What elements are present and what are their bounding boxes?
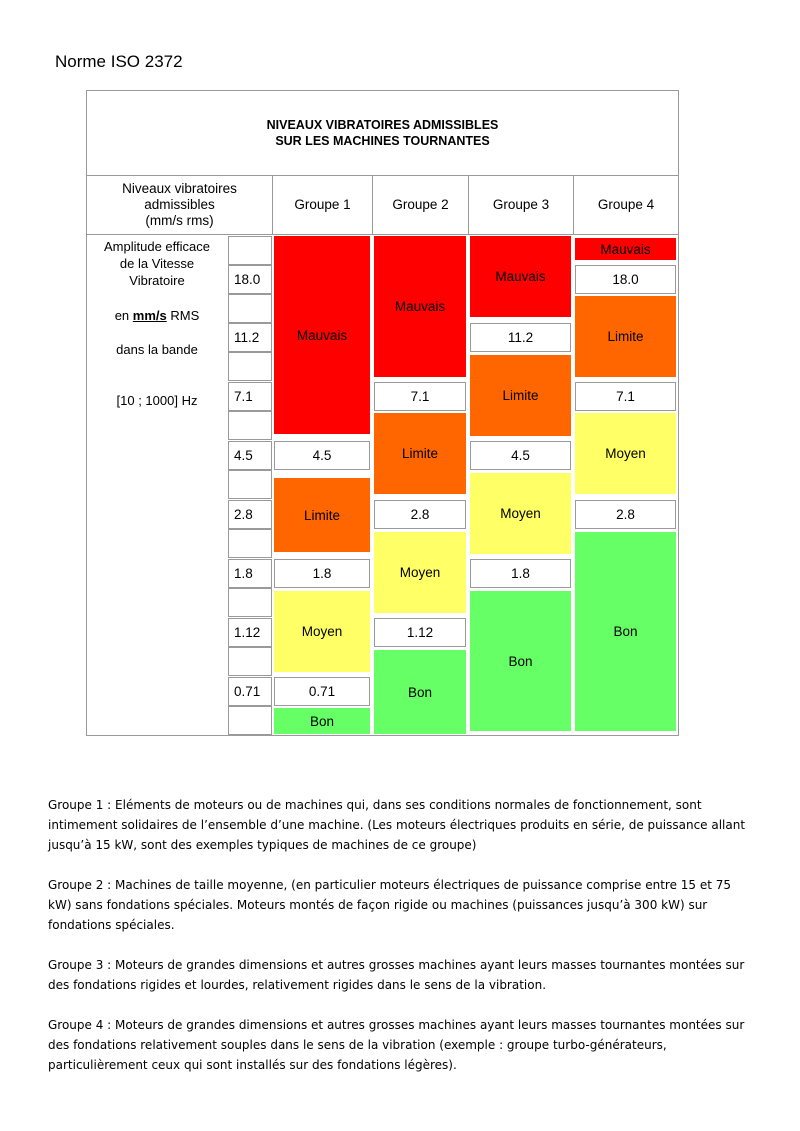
tick-1-8: 1.8	[228, 559, 272, 588]
header-levels	[87, 175, 272, 235]
g3-bon-zone: Bon	[470, 591, 571, 731]
g3-threshold-1-8: 1.8	[470, 559, 571, 588]
g2-moyen-zone: Moyen	[374, 532, 466, 613]
g2-threshold-2-8: 2.8	[374, 500, 466, 529]
group-4-description: Groupe 4 : Moteurs de grandes dimensions et autres grosses machines ayant leurs masses tournantes montées sur des fondations relativement souples dans le sens de la vibration (exemple : groupe turbo-générateurs, particulièrement ceux qui sont installés sur des fondations légères).	[48, 1018, 745, 1072]
g4-threshold-18-0: 18.0	[575, 265, 676, 294]
group-3-description: Groupe 3 : Moteurs de grandes dimensions et autres grosses machines ayant leurs masses tournantes montées sur des fondations rigides et lourdes, relativement rigides dans le sens de la vibration.	[48, 958, 745, 992]
header-group-2: Groupe 2	[372, 175, 468, 235]
side-range: [10 ; 1000] Hz	[116, 393, 198, 408]
side-line-3: Vibratoire	[129, 273, 185, 288]
tick-18-0: 18.0	[228, 265, 272, 294]
side-unit: mm/s	[132, 308, 167, 323]
g4-limite-zone: Limite	[575, 296, 676, 377]
page-title: Norme ISO 2372	[55, 52, 183, 71]
header-group-3: Groupe 3	[468, 175, 573, 235]
row-description	[88, 238, 226, 409]
tick-spacer	[228, 411, 272, 440]
tick-spacer	[228, 470, 272, 499]
table-title	[87, 91, 678, 176]
group-2-description: Groupe 2 : Machines de taille moyenne, (en particulier moteurs électriques de puissance comprise entre 15 et 75 kW) sans fondations spéciales. Moteurs montés de façon rigide ou machines (puissances jusqu’à 300 kW) sur fondations spéciales.	[48, 878, 732, 932]
g1-bon-zone: Bon	[274, 708, 370, 734]
g3-mauvais-zone: Mauvais	[470, 236, 571, 317]
g1-threshold-1-8: 1.8	[274, 559, 370, 588]
side-line-1: Amplitude efficace	[104, 239, 210, 254]
group-1-description: Groupe 1 : Eléments de moteurs ou de machines qui, dans ses conditions normales de fonctionnement, sont intimement solidaires de l’ensemble d’une machine. (Les moteurs électriques produits en série, de puissance allant jusqu’à 15 kW, sont des exemples typiques de machines de ce groupe)	[48, 798, 746, 852]
g2-mauvais-zone: Mauvais	[374, 236, 466, 377]
g1-moyen-zone: Moyen	[274, 591, 370, 672]
header-levels-line-1: Niveaux vibratoires	[122, 180, 237, 196]
header-group-4: Groupe 4	[573, 175, 678, 235]
side-unit-prefix: en	[114, 308, 130, 323]
g2-threshold-1-12: 1.12	[374, 618, 466, 647]
g4-threshold-2-8: 2.8	[575, 500, 676, 529]
tick-spacer	[228, 647, 272, 676]
side-unit-line	[88, 307, 226, 324]
tick-1-12: 1.12	[228, 618, 272, 647]
g3-threshold-4-5: 4.5	[470, 441, 571, 470]
g3-threshold-11-2: 11.2	[470, 323, 571, 352]
g3-moyen-zone: Moyen	[470, 473, 571, 554]
g1-threshold-0-71: 0.71	[274, 677, 370, 706]
g1-limite-zone: Limite	[274, 478, 370, 552]
side-unit-suffix: RMS	[170, 308, 200, 323]
header-group-1: Groupe 1	[272, 175, 372, 235]
side-band: dans la bande	[116, 342, 198, 357]
g2-limite-zone: Limite	[374, 413, 466, 494]
group-descriptions	[48, 795, 758, 1095]
tick-4-5: 4.5	[228, 441, 272, 470]
tick-spacer	[228, 294, 272, 323]
tick-0-71: 0.71	[228, 677, 272, 706]
tick-7-1: 7.1	[228, 382, 272, 411]
g4-threshold-7-1: 7.1	[575, 382, 676, 411]
table-title-line-1: NIVEAUX VIBRATOIRES ADMISSIBLES	[266, 118, 499, 132]
tick-spacer	[228, 352, 272, 381]
tick-spacer	[228, 588, 272, 617]
tick-11-2: 11.2	[228, 323, 272, 352]
side-line-2: de la Vitesse	[119, 256, 195, 271]
g4-mauvais-zone: Mauvais	[575, 238, 676, 260]
tick-spacer	[228, 706, 272, 735]
tick-spacer	[228, 529, 272, 558]
tick-spacer	[228, 236, 272, 265]
header-levels-line-2: admissibles	[144, 196, 215, 212]
table-title-line-2: SUR LES MACHINES TOURNANTES	[275, 134, 490, 148]
g1-threshold-4-5: 4.5	[274, 441, 370, 470]
g2-bon-zone: Bon	[374, 650, 466, 734]
g4-bon-zone: Bon	[575, 532, 676, 731]
g2-threshold-7-1: 7.1	[374, 382, 466, 411]
tick-2-8: 2.8	[228, 500, 272, 529]
g3-limite-zone: Limite	[470, 355, 571, 436]
header-levels-line-3: (mm/s rms)	[145, 212, 214, 228]
g4-moyen-zone: Moyen	[575, 413, 676, 494]
g1-mauvais-zone: Mauvais	[274, 236, 370, 434]
